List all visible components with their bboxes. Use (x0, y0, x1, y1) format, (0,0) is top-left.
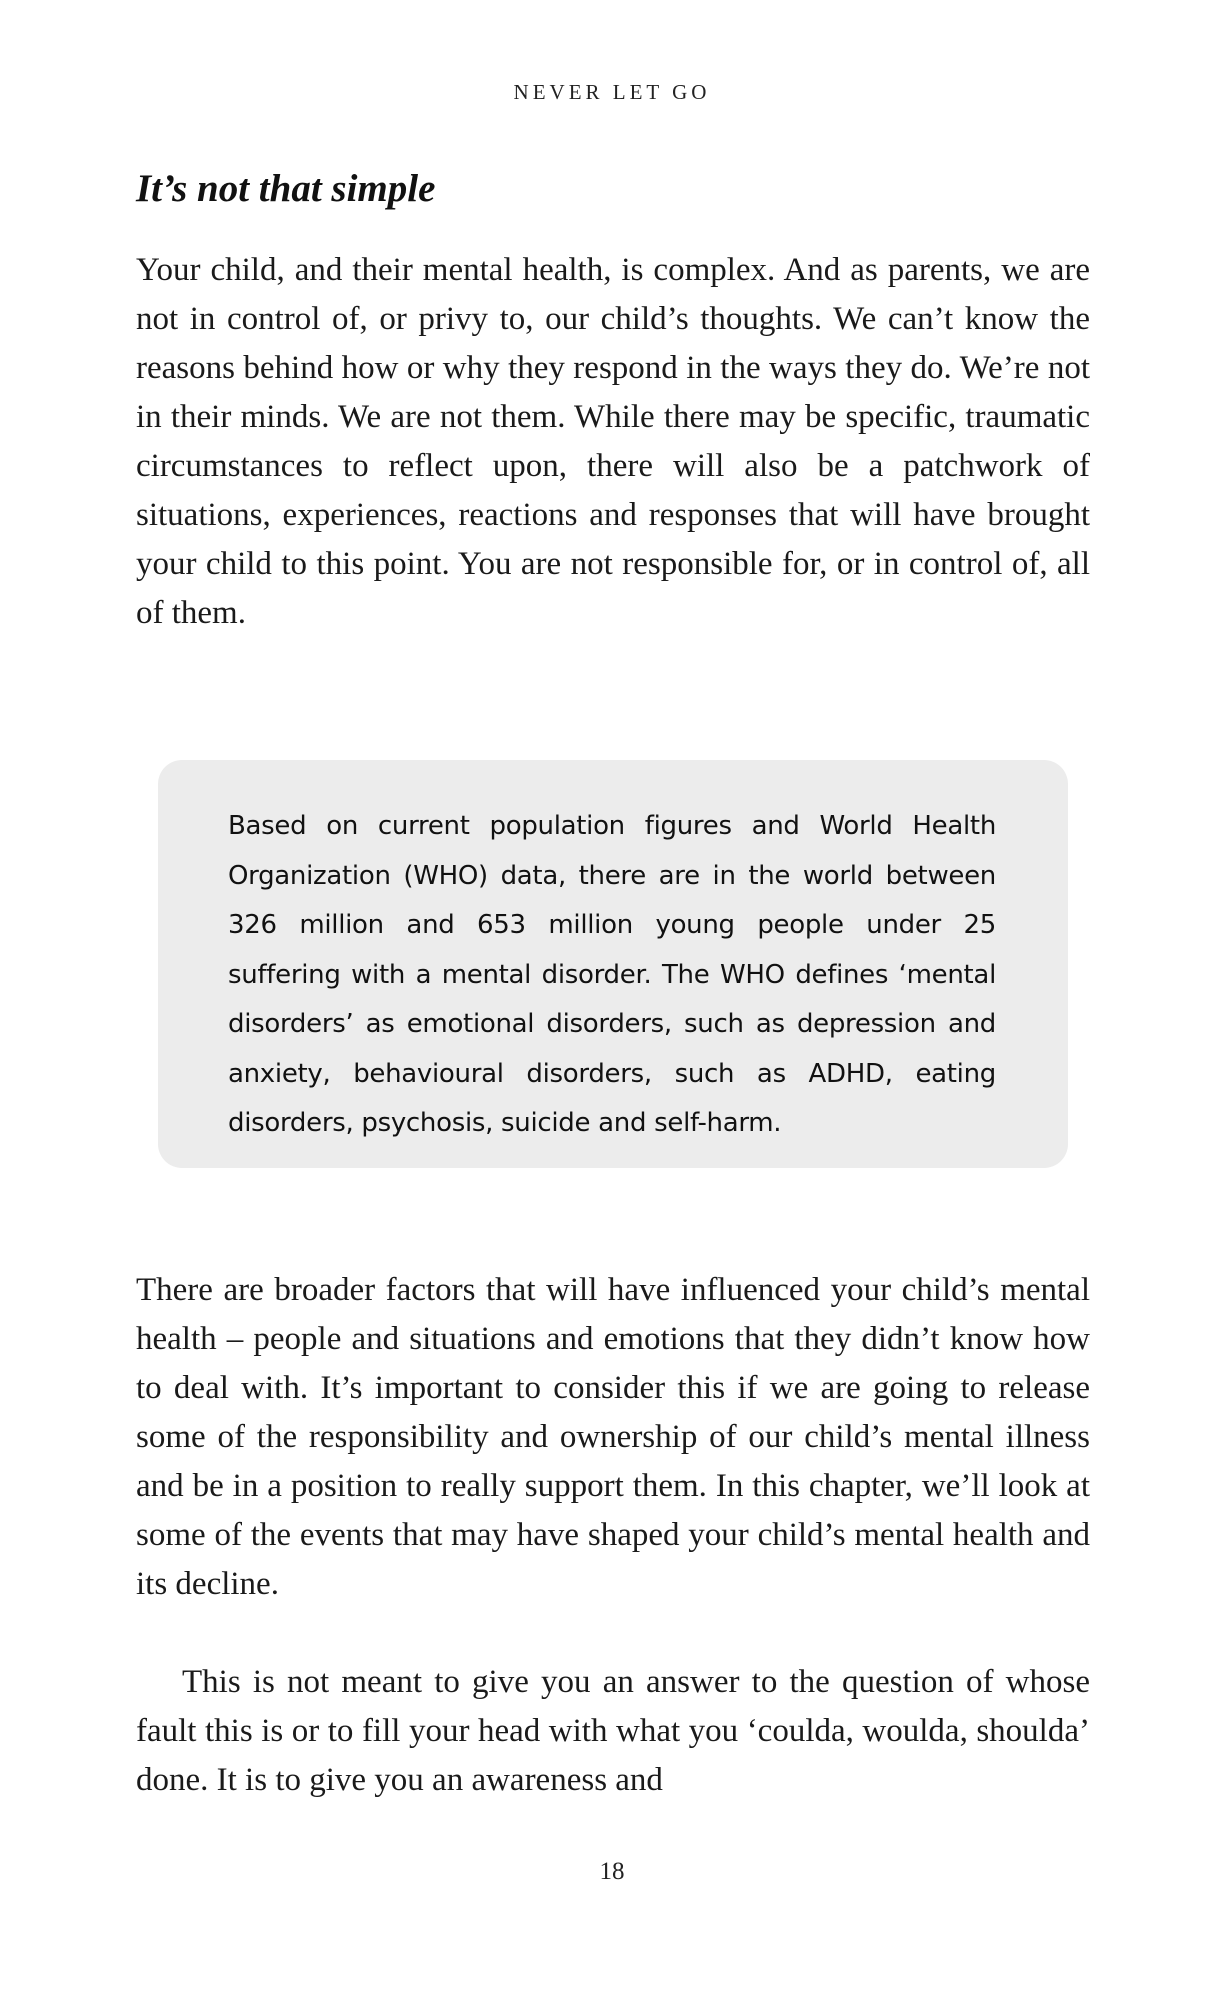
statistics-callout-box (158, 760, 1068, 1168)
running-head: NEVER LET GO (513, 80, 711, 104)
body-paragraph-2: There are broader factors that will have influenced your child’s mental health – people and situations and emotions that they didn’t know how to deal with. It’s important to consider this if we are going to release some of the responsibility and ownership of our child’s mental illness and be in a position to really support them. In this chapter, we’ll look at some of the events that may have shaped your child’s mental health and its decline. (136, 1272, 1090, 1602)
section-title: It’s not that simple (136, 167, 436, 210)
page-number: 18 (599, 1858, 625, 1885)
body-paragraph-1: Your child, and their mental health, is complex. And as parents, we are not in control of, or privy to, our child’s thoughts. We can’t know the reasons behind how or why they respond in the ways they do. We’re not in their minds. We are not them. While there may be specific, traumatic circumstances to reflect upon, there will also be a patchwork of situations, experiences, reactions and responses that will have brought your child to this point. You are not responsible for, or in control of, all of them. (136, 252, 1090, 631)
body-paragraph-3: This is not meant to give you an answer to the question of whose fault this is or to fill your head with what you ‘coulda, woulda, shoulda’ done. It is to give you an awareness and (136, 1664, 1090, 1798)
callout-text: Based on current population figures and World Health Organization (WHO) data, there are in the world between 326 million and 653 million young people under 25 suffering with a mental disorder. The WHO defines ‘mental disorders’ as emotional disorders, such as depression and anxiety, behavioural disorders, such as ADHD, eating disorders, psychosis, suicide and self-harm. (228, 811, 996, 1138)
